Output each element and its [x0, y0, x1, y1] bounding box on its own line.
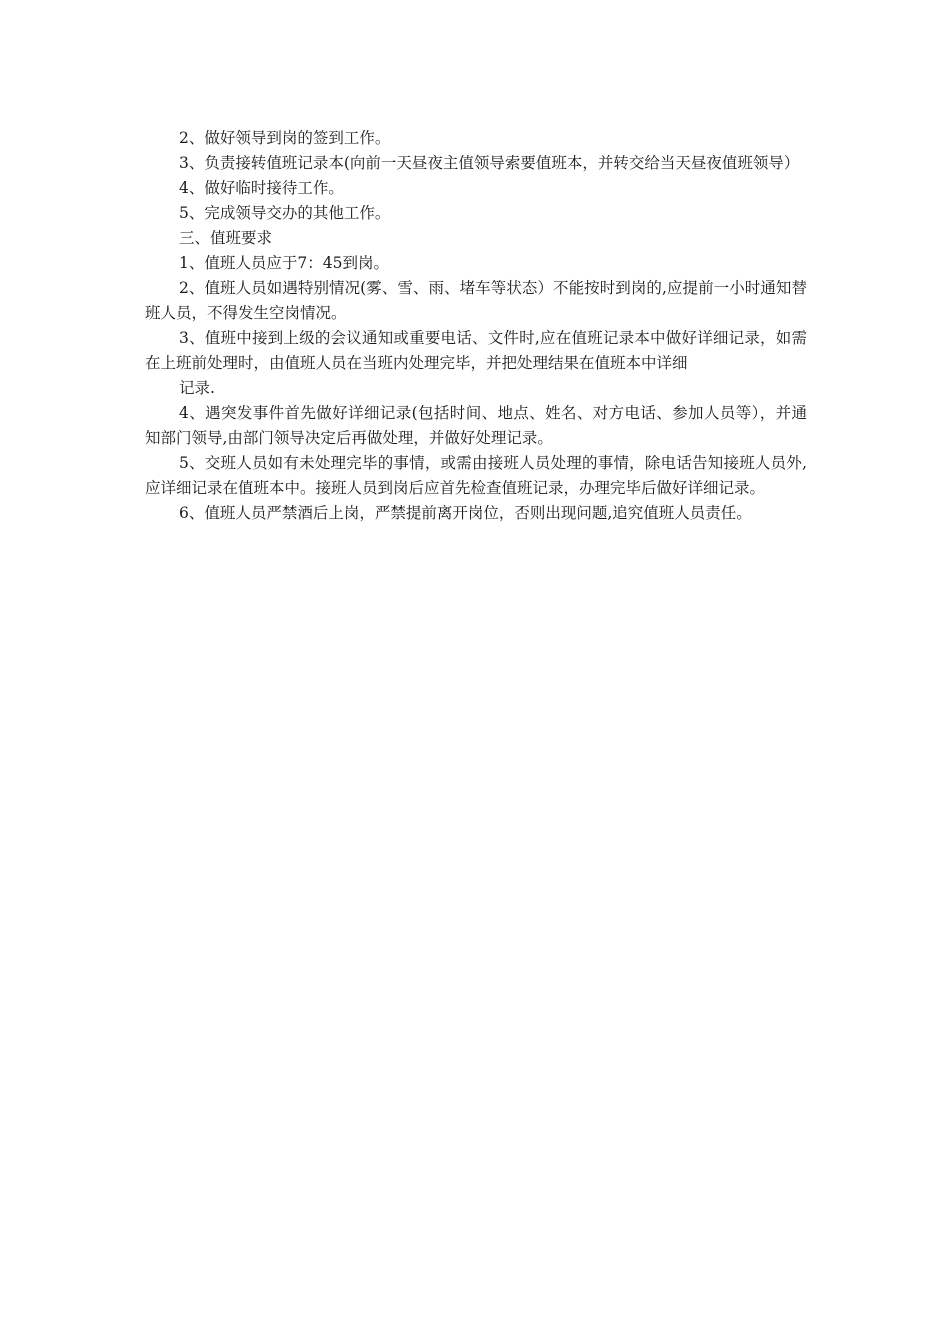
paragraph: 2、做好领导到岗的签到工作。 — [179, 129, 391, 147]
paragraph: 4、遇突发事件首先做好详细记录(包括时间、地点、姓名、对方电话、参加人员等），并通知部门领导,由部门领导决定后再做处理，并做好处理记录。 — [145, 404, 807, 447]
paragraph-continuation: 记录. — [179, 379, 215, 397]
document-body — [145, 126, 807, 526]
paragraph: 3、值班中接到上级的会议通知或重要电话、文件时,应在值班记录本中做好详细记录，如需在上班前处理时，由值班人员在当班内处理完毕，并把处理结果在值班本中详细 — [145, 329, 807, 372]
paragraph: 1、值班人员应于7：45到岗。 — [179, 254, 389, 272]
paragraph: 5、完成领导交办的其他工作。 — [179, 204, 391, 222]
paragraph: 4、做好临时接待工作。 — [179, 179, 344, 197]
paragraph: 5、交班人员如有未处理完毕的事情，或需由接班人员处理的事情，除电话告知接班人员外,应详细记录在值班本中。接班人员到岗后应首先检查值班记录，办理完毕后做好详细记录。 — [145, 454, 807, 497]
paragraph: 6、值班人员严禁酒后上岗，严禁提前离开岗位，否则出现问题,追究值班人员责任。 — [179, 504, 752, 522]
paragraph: 3、负责接转值班记录本(向前一天昼夜主值领导索要值班本，并转交给当天昼夜值班领导） — [179, 154, 800, 172]
paragraph: 2、值班人员如遇特别情况(雾、雪、雨、堵车等状态）不能按时到岗的,应提前一小时通知替班人员，不得发生空岗情况。 — [145, 279, 807, 322]
section-heading: 三、值班要求 — [179, 229, 273, 247]
